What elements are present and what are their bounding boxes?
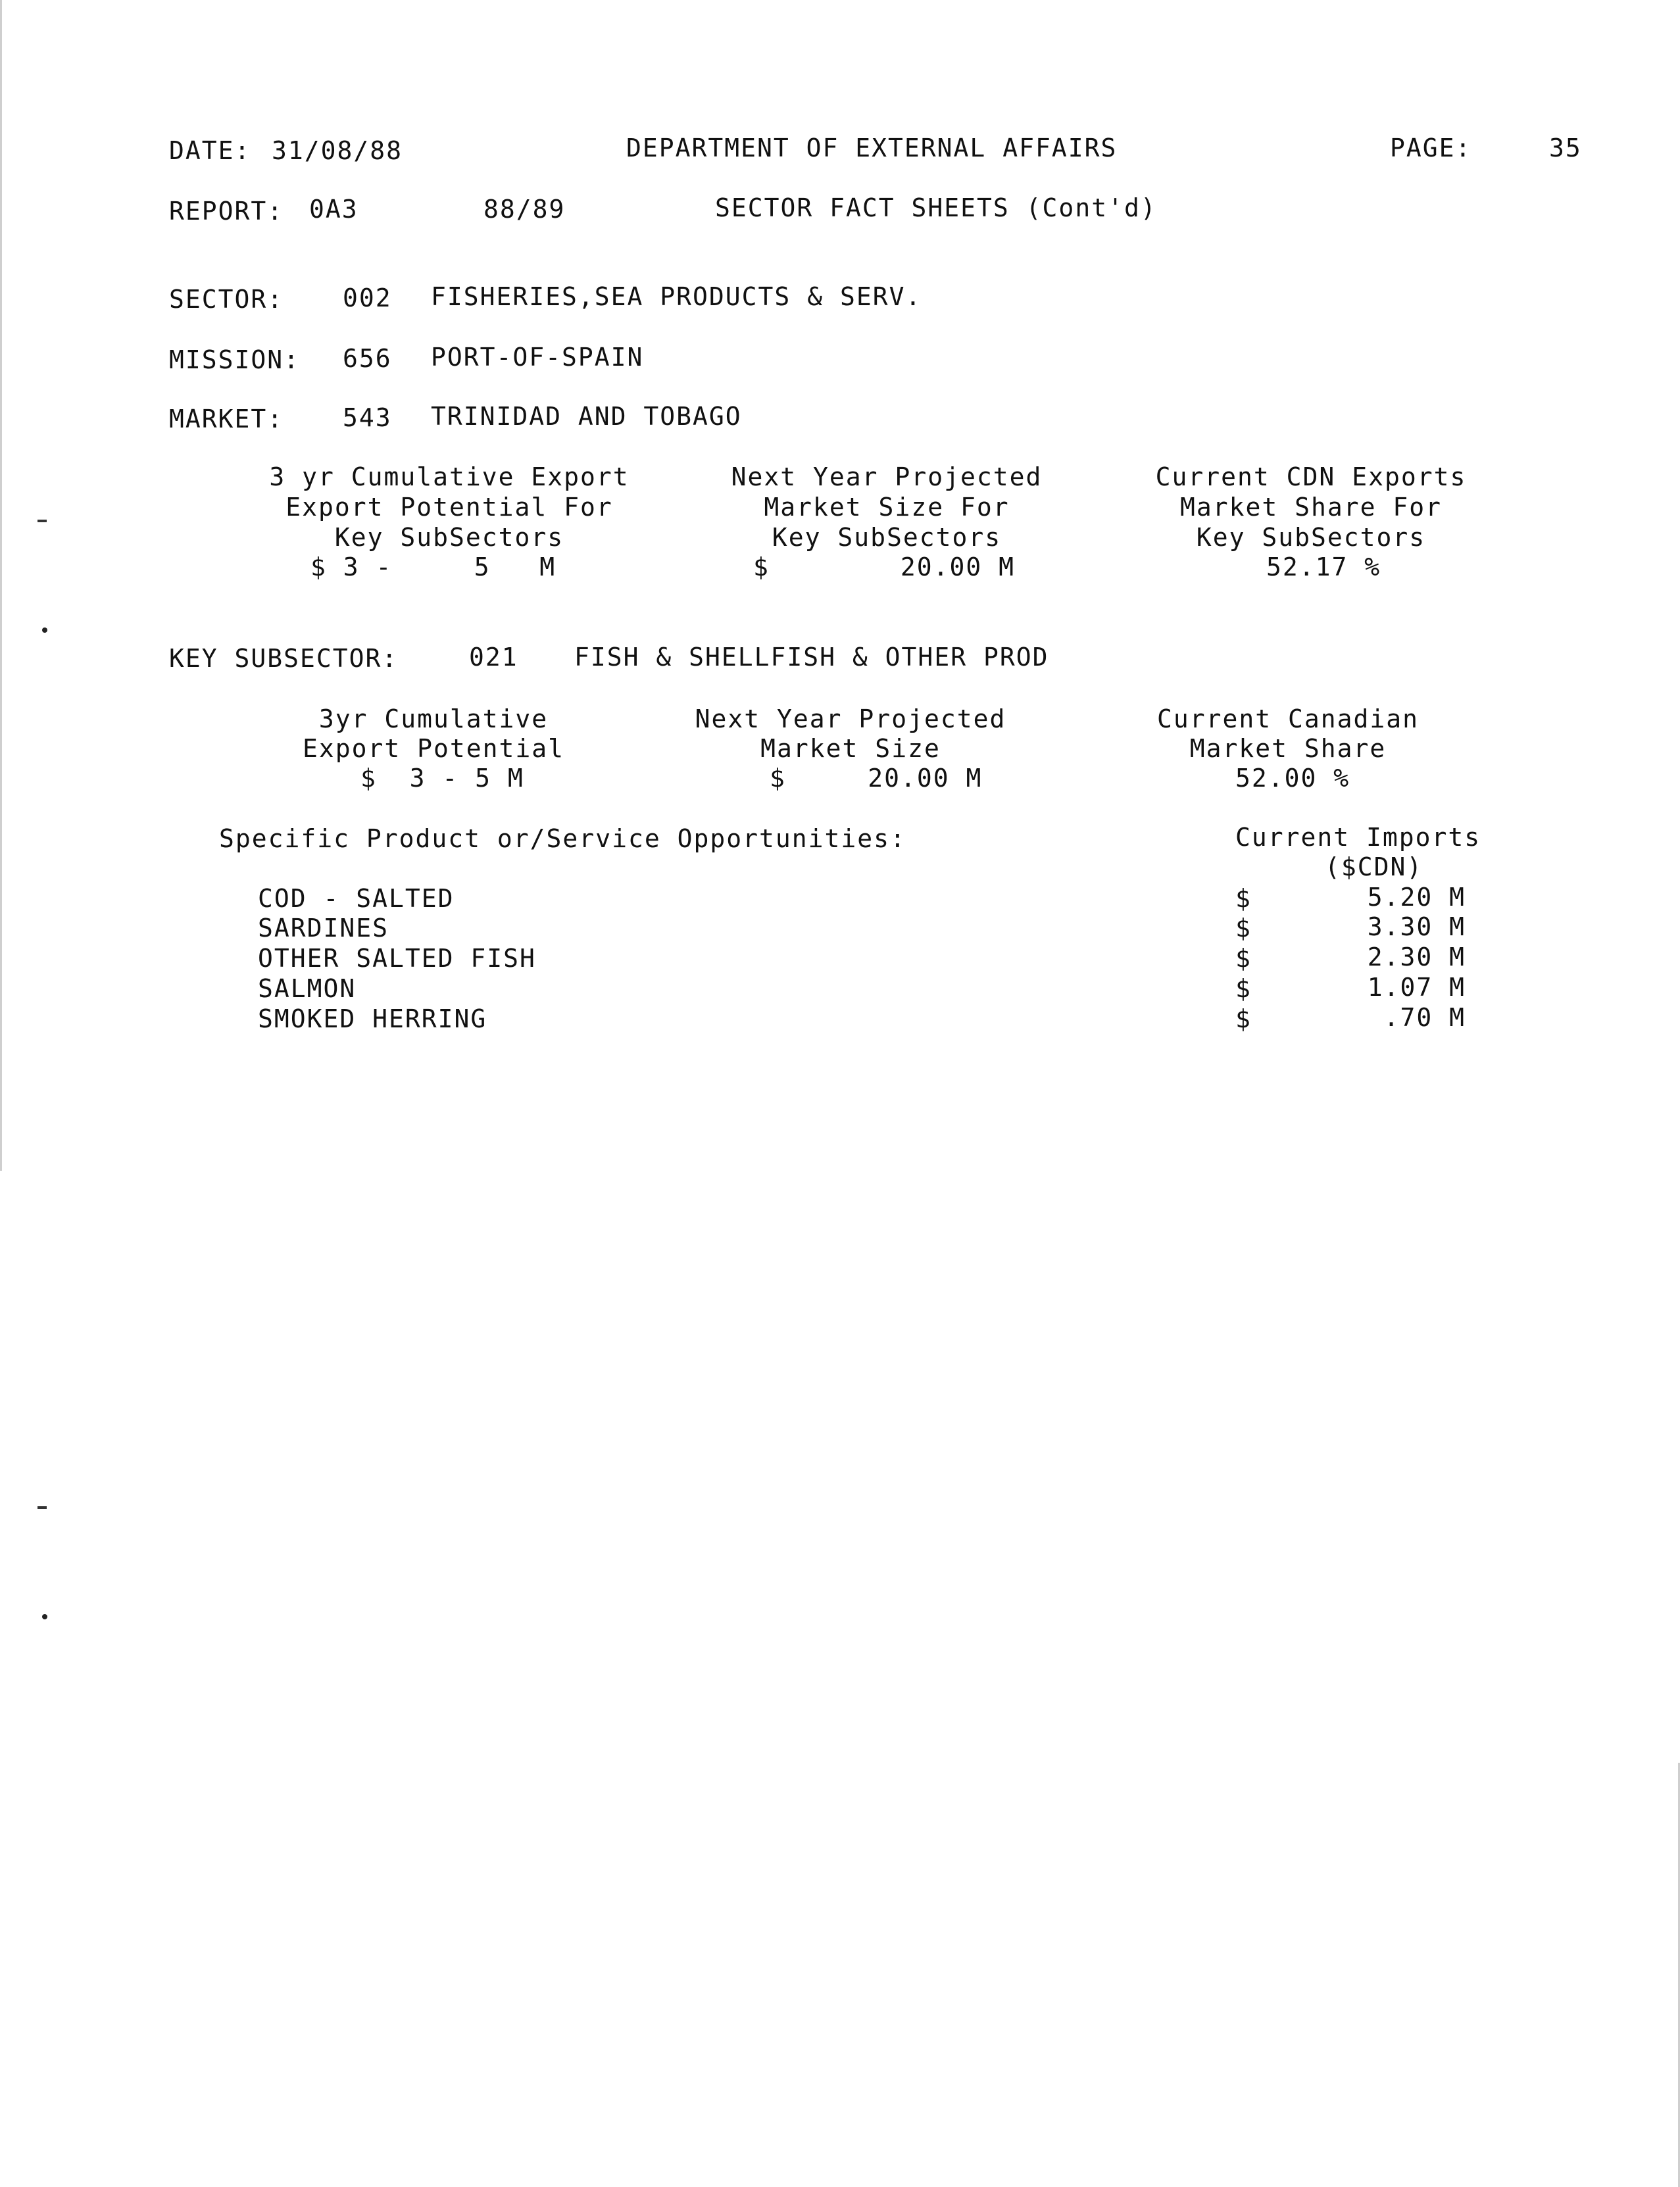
import-value: 3.30 M bbox=[1367, 912, 1466, 941]
sector-label: SECTOR: bbox=[169, 285, 284, 314]
sector-market-share-heading: Current CDN Exports bbox=[1155, 462, 1467, 491]
page-number: 35 bbox=[1549, 134, 1582, 162]
currency-symbol: $ bbox=[1235, 944, 1252, 973]
list-item: COD - SALTED bbox=[258, 884, 455, 913]
subsector-code: 021 bbox=[469, 643, 518, 672]
sector-export-potential-heading: Key SubSectors bbox=[334, 523, 564, 552]
currency-symbol: $ bbox=[1235, 914, 1252, 943]
import-value: 5.20 M bbox=[1367, 883, 1466, 912]
scan-mark bbox=[37, 1506, 47, 1509]
report-code: 0A3 bbox=[309, 195, 358, 224]
sector-market-size-heading: Next Year Projected bbox=[731, 462, 1043, 491]
sector-export-potential-heading: Export Potential For bbox=[285, 493, 613, 522]
list-item: SARDINES bbox=[258, 914, 389, 943]
subsector-export-potential-heading: Export Potential bbox=[302, 734, 565, 763]
import-value: 2.30 M bbox=[1367, 943, 1466, 971]
mission-label: MISSION: bbox=[169, 345, 301, 374]
market-name: TRINIDAD AND TOBAGO bbox=[431, 402, 742, 431]
market-code: 543 bbox=[343, 403, 392, 432]
sector-market-share-heading: Market Share For bbox=[1179, 493, 1443, 522]
list-item: SMOKED HERRING bbox=[258, 1004, 487, 1033]
sector-export-potential-value: $ 3 - 5 M bbox=[310, 553, 556, 581]
sector-market-size-heading: Key SubSectors bbox=[772, 523, 1002, 552]
date-label: DATE: bbox=[169, 136, 251, 165]
currency-symbol: $ bbox=[1235, 1004, 1252, 1033]
sector-name: FISHERIES,SEA PRODUCTS & SERV. bbox=[431, 282, 922, 311]
sector-market-share-value: 52.17 % bbox=[1266, 553, 1381, 581]
scan-mark bbox=[37, 520, 47, 522]
import-value: .70 M bbox=[1383, 1003, 1466, 1032]
currency-symbol: $ bbox=[1235, 884, 1252, 913]
department-title: DEPARTMENT OF EXTERNAL AFFAIRS bbox=[626, 134, 1118, 162]
scan-left-edge bbox=[0, 0, 2, 1171]
market-label: MARKET: bbox=[169, 405, 284, 433]
mission-code: 656 bbox=[343, 344, 392, 373]
mission-name: PORT-OF-SPAIN bbox=[431, 343, 644, 372]
sector-market-size-value: $ 20.00 M bbox=[753, 553, 1016, 581]
subsector-market-share-value: 52.00 % bbox=[1235, 764, 1350, 793]
list-item: OTHER SALTED FISH bbox=[258, 944, 536, 973]
imports-heading: Current Imports bbox=[1235, 823, 1481, 852]
report-year: 88/89 bbox=[483, 195, 566, 224]
subsector-export-potential-heading: 3yr Cumulative bbox=[318, 704, 549, 733]
sector-export-potential-heading: 3 yr Cumulative Export bbox=[269, 462, 630, 491]
page-label: PAGE: bbox=[1390, 134, 1472, 162]
subsector-export-potential-value: $ 3 - 5 M bbox=[360, 764, 524, 793]
scan-mark bbox=[42, 627, 47, 633]
imports-unit: ($CDN) bbox=[1325, 852, 1423, 881]
import-value: 1.07 M bbox=[1367, 973, 1466, 1002]
subsector-market-share-heading: Current Canadian bbox=[1156, 704, 1420, 733]
subsector-market-size-value: $ 20.00 M bbox=[770, 764, 983, 793]
subsector-market-share-heading: Market Share bbox=[1189, 734, 1387, 763]
date-value: 31/08/88 bbox=[272, 136, 403, 165]
sector-market-share-heading: Key SubSectors bbox=[1196, 523, 1426, 552]
report-label: REPORT: bbox=[169, 197, 284, 226]
subsector-name: FISH & SHELLFISH & OTHER PROD bbox=[574, 643, 1049, 672]
subsector-market-size-heading: Market Size bbox=[760, 734, 941, 763]
sector-market-size-heading: Market Size For bbox=[764, 493, 1010, 522]
subsector-label: KEY SUBSECTOR: bbox=[169, 644, 399, 673]
list-item: SALMON bbox=[258, 974, 357, 1003]
sector-code: 002 bbox=[343, 283, 392, 312]
scan-mark bbox=[42, 1614, 47, 1619]
opportunities-heading: Specific Product or/Service Opportunities: bbox=[219, 824, 906, 853]
subsector-market-size-heading: Next Year Projected bbox=[695, 704, 1006, 733]
report-title: SECTOR FACT SHEETS (Cont'd) bbox=[715, 193, 1157, 222]
currency-symbol: $ bbox=[1235, 974, 1252, 1003]
